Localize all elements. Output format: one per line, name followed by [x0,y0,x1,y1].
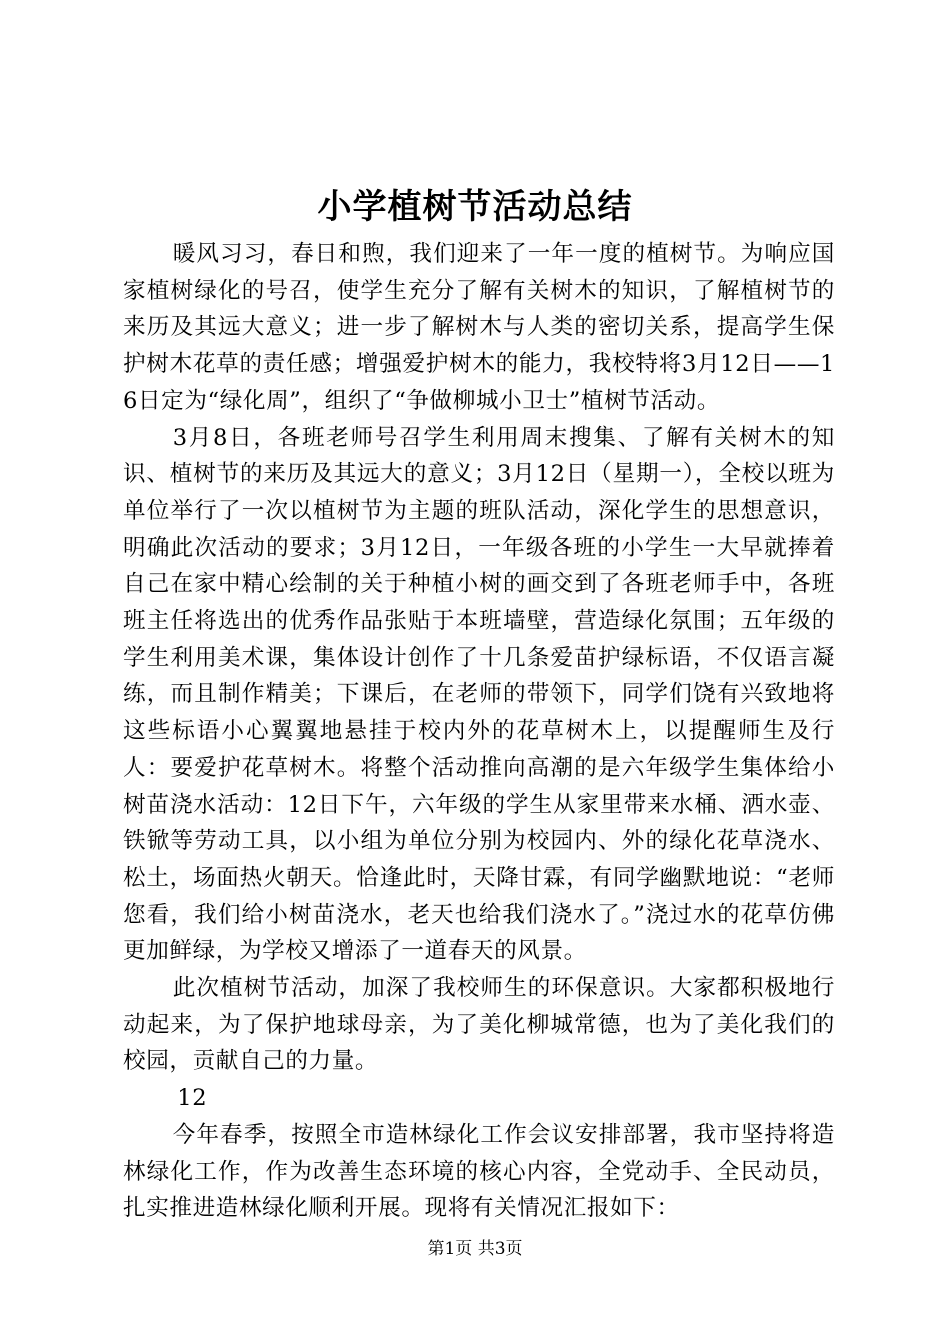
paragraph-spring-report: 今年春季，按照全市造林绿化工作会议安排部署，我市坚持将造林绿化工作，作为改善生态环境的核心内容，全党动手、全民动员，扎实推进造林绿化顺利开展。现将有关情况汇报如下： [123,1121,835,1222]
paragraph-conclusion: 此次植树节活动，加深了我校师生的环保意识。大家都积极地行动起来，为了保护地球母亲，为了美化柳城常德，也为了美化我们的校园，贡献自己的力量。 [123,975,835,1075]
paragraph-intro: 暖风习习，春日和煦，我们迎来了一年一度的植树节。为响应国家植树绿化的号召，使学生充分了解有关树木的知识，了解植树节的来历及其远大意义；进一步了解树木与人类的密切关系，提高学生保护树木花草的责任感；增强爱护树木的能力，我校特将3月12日——16日定为“绿化周”，组织了“争做柳城小卫士”植树节活动。 [123,241,835,414]
paragraph-activities: 3月8日，各班老师号召学生利用周末搜集、了解有关树木的知识、植树节的来历及其远大的意义；3月12日（星期一），全校以班为单位举行了一次以植树节为主题的班队活动，深化学生的思想意识，明确此次活动的要求；3月12日，一年级各班的小学生一大早就捧着自己在家中精心绘制的关于种植小树的画交到了各班老师手中，各班班主任将选出的优秀作品张贴于本班墙壁，营造绿化氛围；五年级的学生利用美术课，集体设计创作了十几条爱苗护绿标语，不仅语言凝练，而且制作精美；下课后，在老师的带领下，同学们饶有兴致地将这些标语小心翼翼地悬挂于校内外的花草树木上，以提醒师生及行人：要爱护花草树木。将整个活动推向高潮的是六年级学生集体给小树苗浇水活动：12日下午，六年级的学生从家里带来水桶、洒水壶、铁锨等劳动工具，以小组为单位分别为校园内、外的绿化花草浇水、松土，场面热火朝天。恰逢此时，天降甘霖，有同学幽默地说：“老师您看，我们给小树苗浇水，老天也给我们浇水了。”浇过水的花草仿佛更加鲜绿，为学校又增添了一道春天的风景。 [123,424,835,965]
page-footer: 第1页 共3页 [427,1239,523,1259]
document-title: 小学植树节活动总结 [317,187,633,227]
document-body [123,236,835,1227]
section-marker: 12 [177,1085,208,1112]
